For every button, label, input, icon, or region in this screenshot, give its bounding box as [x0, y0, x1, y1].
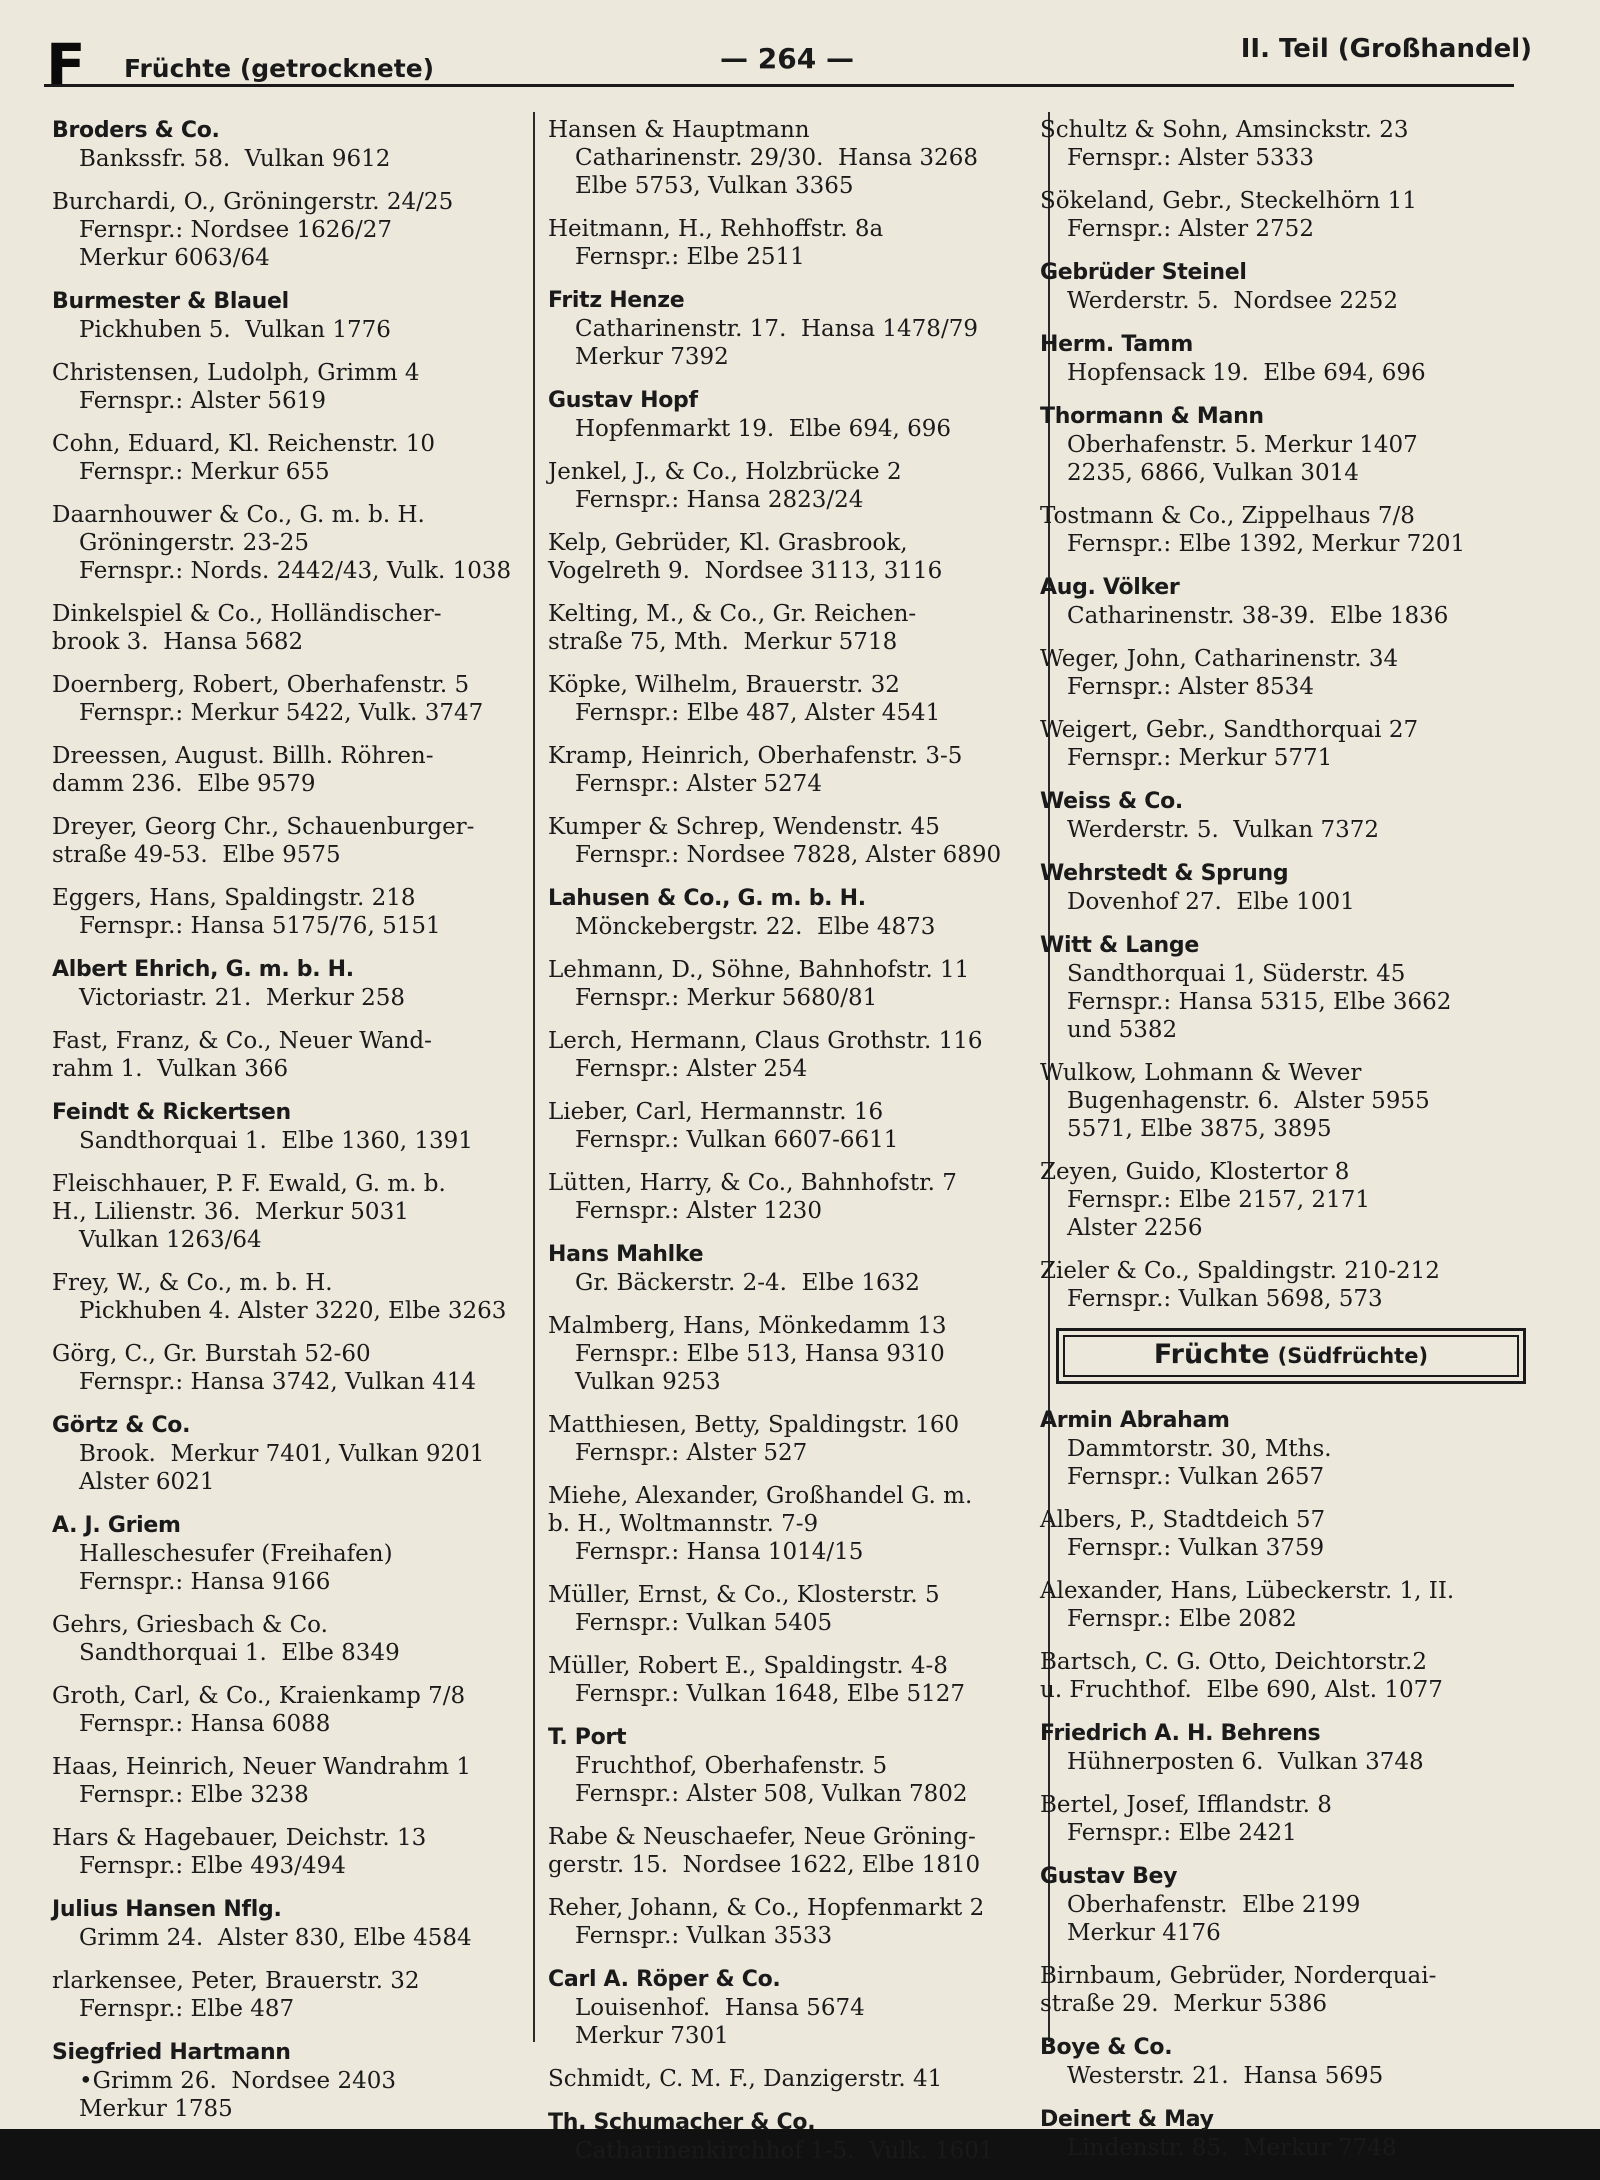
entry-detail: Merkur 7392 — [575, 344, 729, 370]
entry-name: Armin Abraham — [1040, 1408, 1230, 1433]
entry-name: Friedrich A. H. Behrens — [1040, 1721, 1321, 1746]
entry-detail: Fernspr.: Alster 254 — [575, 1056, 808, 1082]
entry-detail: Fernspr.: Elbe 2082 — [1067, 1606, 1297, 1632]
entry-detail: Dammtorstr. 30, Mths. — [1067, 1436, 1332, 1462]
directory-column-1 — [52, 116, 557, 2138]
directory-entry — [1040, 931, 1540, 1044]
entry-detail: Grimm 24. Alster 830, Elbe 4584 — [79, 1925, 472, 1951]
directory-entry — [1040, 573, 1540, 630]
directory-entry — [1040, 116, 1540, 172]
entry-detail: Fernspr.: Hansa 2823/24 — [575, 487, 864, 513]
entry-name: Gustav Bey — [1040, 1864, 1178, 1889]
entry-detail: Fernspr.: Vulkan 3759 — [1067, 1535, 1325, 1561]
entry-detail: 2235, 6866, Vulkan 3014 — [1067, 460, 1359, 486]
entry-name: Albers, P., Stadtdeich 57 — [1040, 1507, 1326, 1533]
entry-name: Müller, Ernst, & Co., Klosterstr. 5 — [548, 1582, 940, 1608]
entry-name: Feindt & Rickertsen — [52, 1100, 291, 1125]
entry-detail: Fernspr.: Vulkan 5698, 573 — [1067, 1286, 1383, 1312]
entry-name: Alexander, Hans, Lübeckerstr. 1, II. — [1040, 1578, 1455, 1604]
entry-name: Frey, W., & Co., m. b. H. — [52, 1270, 333, 1296]
entry-detail: Alster 6021 — [79, 1469, 215, 1495]
section-title — [1059, 1341, 1523, 1370]
entry-name: Lütten, Harry, & Co., Bahnhofstr. 7 — [548, 1170, 957, 1196]
part-heading: II. Teil (Großhandel) — [1240, 34, 1532, 64]
directory-entry — [548, 1312, 1048, 1396]
directory-entry — [52, 501, 557, 585]
entry-name: Cohn, Eduard, Kl. Reichenstr. 10 — [52, 431, 436, 457]
entry-detail: Hopfenmarkt 19. Elbe 694, 696 — [575, 416, 951, 442]
entry-detail: Alster 2256 — [1067, 1215, 1203, 1241]
entry-detail: Gröningerstr. 23-25 — [79, 530, 309, 556]
directory-entry — [1040, 716, 1540, 772]
entry-name: Lieber, Carl, Hermannstr. 16 — [548, 1099, 884, 1125]
entry-detail: Fernspr.: Alster 1230 — [575, 1198, 822, 1224]
directory-entry — [52, 671, 557, 727]
directory-entry — [52, 1098, 557, 1155]
directory-entry — [548, 1823, 1048, 1879]
directory-entry — [52, 813, 557, 869]
entry-detail: Fernspr.: Hansa 5315, Elbe 3662 — [1067, 989, 1452, 1015]
directory-entry — [1040, 859, 1540, 916]
directory-entry — [1040, 2105, 1540, 2162]
entry-detail: Fernspr.: Elbe 513, Hansa 9310 — [575, 1341, 945, 1367]
directory-entry — [1040, 1719, 1540, 1776]
entry-name: Hansen & Hauptmann — [548, 117, 810, 143]
entry-detail: Fernspr.: Nordsee 7828, Alster 6890 — [575, 842, 1002, 868]
entry-name: Dreyer, Georg Chr., Schauenburger- straße 49-53. Elbe 9575 — [52, 814, 475, 868]
directory-column-3 — [1040, 116, 1540, 2177]
section-title-sub: (Südfrüchte) — [1277, 1344, 1429, 1368]
directory-entry — [1040, 258, 1540, 315]
entry-detail: Fernspr.: Hansa 9166 — [79, 1569, 331, 1595]
directory-entry — [52, 2038, 557, 2123]
entry-detail: Catharinenstr. 17. Hansa 1478/79 — [575, 316, 978, 342]
entry-detail: Sandthorquai 1. Elbe 1360, 1391 — [79, 1128, 473, 1154]
entry-name: Fritz Henze — [548, 288, 685, 313]
directory-entry — [548, 1894, 1048, 1950]
entry-name: Birnbaum, Gebrüder, Norderquai- straße 29. Merkur 5386 — [1040, 1963, 1437, 2017]
entry-name: Lehmann, D., Söhne, Bahnhofstr. 11 — [548, 957, 970, 983]
entry-name: Schultz & Sohn, Amsinckstr. 23 — [1040, 117, 1409, 143]
directory-entry — [1040, 187, 1540, 243]
entry-name: Matthiesen, Betty, Spaldingstr. 160 — [548, 1412, 960, 1438]
entry-name: Dreessen, August. Billh. Röhren- damm 236. Elbe 9579 — [52, 743, 434, 797]
directory-entry — [1040, 330, 1540, 387]
directory-entry — [548, 1482, 1048, 1566]
entry-detail: Fernspr.: Vulkan 1648, Elbe 5127 — [575, 1681, 966, 1707]
entry-name: Malmberg, Hans, Mönkedamm 13 — [548, 1313, 947, 1339]
entry-detail: Elbe 5753, Vulkan 3365 — [575, 173, 854, 199]
directory-entry — [52, 1340, 557, 1396]
directory-entry — [548, 813, 1048, 869]
entry-detail: Fernspr.: Alster 5333 — [1067, 145, 1314, 171]
directory-entry — [1040, 1862, 1540, 1947]
entry-detail: Westerstr. 21. Hansa 5695 — [1067, 2063, 1384, 2089]
page-header — [40, 30, 1560, 99]
entry-detail: Fernspr.: Elbe 1392, Merkur 7201 — [1067, 531, 1466, 557]
directory-entry — [52, 116, 557, 173]
entry-detail: Fernspr.: Elbe 487 — [79, 1996, 295, 2022]
directory-entry — [1040, 1406, 1540, 1491]
entry-name: Boye & Co. — [1040, 2035, 1173, 2060]
header-rule — [44, 84, 1514, 87]
entry-detail: Fernspr.: Elbe 2157, 2171 — [1067, 1187, 1370, 1213]
entry-name: Rabe & Neuschaefer, Neue Gröning- gerstr. 15. Nordsee 1622, Elbe 1810 — [548, 1824, 981, 1878]
entry-name: Schmidt, C. M. F., Danzigerstr. 41 — [548, 2066, 943, 2092]
entry-detail: Oberhafenstr. Elbe 2199 — [1067, 1892, 1361, 1918]
entry-detail: Pickhuben 5. Vulkan 1776 — [79, 317, 391, 343]
directory-entry — [1040, 402, 1540, 487]
entry-name: Dinkelspiel & Co., Holländischer- brook 3. Hansa 5682 — [52, 601, 442, 655]
directory-entry — [1040, 1962, 1540, 2018]
directory-entry — [1040, 1506, 1540, 1562]
directory-entry — [1040, 1648, 1540, 1704]
entry-name: Müller, Robert E., Spaldingstr. 4-8 — [548, 1653, 948, 1679]
entry-name: Herm. Tamm — [1040, 332, 1193, 357]
entry-name: Reher, Johann, & Co., Hopfenmarkt 2 — [548, 1895, 985, 1921]
entry-name: Kelting, M., & Co., Gr. Reichen- straße 75, Mth. Merkur 5718 — [548, 601, 917, 655]
entry-name: Carl A. Röper & Co. — [548, 1967, 781, 1992]
entry-name: Heitmann, H., Rehhoffstr. 8a — [548, 216, 884, 242]
entry-name: Weigert, Gebr., Sandthorquai 27 — [1040, 717, 1419, 743]
entry-detail: Fernspr.: Alster 5619 — [79, 388, 326, 414]
entry-detail: Gr. Bäckerstr. 2-4. Elbe 1632 — [575, 1270, 920, 1296]
directory-entry — [548, 1240, 1048, 1297]
entry-name: Deinert & May — [1040, 2107, 1214, 2132]
directory-entry — [52, 600, 557, 656]
entry-detail: Catharinenstr. 38-39. Elbe 1836 — [1067, 603, 1449, 629]
directory-entry — [548, 1723, 1048, 1808]
directory-entry — [548, 1411, 1048, 1467]
entry-name: Julius Hansen Nflg. — [52, 1897, 282, 1922]
entry-name: Tostmann & Co., Zippelhaus 7/8 — [1040, 503, 1415, 529]
entry-detail: Fruchthof, Oberhafenstr. 5 — [575, 1753, 888, 1779]
directory-entry — [52, 1824, 557, 1880]
directory-entry — [52, 188, 557, 272]
entry-group — [1040, 1406, 1540, 2162]
directory-entry — [1040, 1158, 1540, 1242]
entry-name: Haas, Heinrich, Neuer Wandrahm 1 — [52, 1754, 472, 1780]
entry-detail: Hopfensack 19. Elbe 694, 696 — [1067, 360, 1426, 386]
entry-name: Görtz & Co. — [52, 1413, 191, 1438]
entry-detail: Halleschesufer (Freihafen) — [79, 1541, 393, 1567]
entry-detail: Fernspr.: Vulkan 2657 — [1067, 1464, 1325, 1490]
entry-detail: Fernspr.: Alster 8534 — [1067, 674, 1314, 700]
entry-name: Burchardi, O., Gröningerstr. 24/25 — [52, 189, 454, 215]
entry-name: Doernberg, Robert, Oberhafenstr. 5 — [52, 672, 470, 698]
entry-name: Gebrüder Steinel — [1040, 260, 1247, 285]
entry-name: Bertel, Josef, Ifflandstr. 8 — [1040, 1792, 1332, 1818]
entry-name: Fleischhauer, P. F. Ewald, G. m. b. H., Lilienstr. 36. Merkur 5031 — [52, 1171, 446, 1225]
directory-entry — [52, 1411, 557, 1496]
entry-detail: Sandthorquai 1, Süderstr. 45 — [1067, 961, 1406, 987]
entry-detail: Fernspr.: Elbe 2511 — [575, 244, 805, 270]
directory-entry — [1040, 1257, 1540, 1313]
entry-detail: Fernspr.: Hansa 5175/76, 5151 — [79, 913, 441, 939]
entry-detail: Fernspr.: Nordsee 1626/27 — [79, 217, 393, 243]
entry-group — [1040, 116, 1540, 1313]
directory-entry — [52, 1753, 557, 1809]
directory-entry — [52, 1170, 557, 1254]
entry-detail: Werderstr. 5. Vulkan 7372 — [1067, 817, 1380, 843]
entry-detail: Merkur 4176 — [1067, 1920, 1221, 1946]
directory-entry — [52, 955, 557, 1012]
entry-detail: Vulkan 9253 — [575, 1369, 721, 1395]
entry-name: Eggers, Hans, Spaldingstr. 218 — [52, 885, 416, 911]
entry-detail: Louisenhof. Hansa 5674 — [575, 1995, 865, 2021]
entry-name: Th. Schumacher & Co. — [548, 2110, 816, 2135]
directory-entry — [548, 2065, 1048, 2093]
directory-entry — [1040, 1791, 1540, 1847]
directory-entry — [548, 1652, 1048, 1708]
directory-entry — [52, 287, 557, 344]
directory-entry — [52, 742, 557, 798]
entry-detail: Bugenhagenstr. 6. Alster 5955 — [1067, 1088, 1430, 1114]
entry-name: T. Port — [548, 1725, 627, 1750]
entry-name: Wehrstedt & Sprung — [1040, 861, 1289, 886]
entry-detail: Fernspr.: Elbe 493/494 — [79, 1853, 346, 1879]
entry-detail: Oberhafenstr. 5. Merkur 1407 — [1067, 432, 1418, 458]
entry-name: A. J. Griem — [52, 1513, 181, 1538]
directory-entry — [548, 2108, 1048, 2165]
entry-name: Weger, John, Catharinenstr. 34 — [1040, 646, 1399, 672]
entry-detail: Victoriastr. 21. Merkur 258 — [79, 985, 406, 1011]
entry-detail: Fernspr.: Merkur 5680/81 — [575, 985, 878, 1011]
entry-name: Jenkel, J., & Co., Holzbrücke 2 — [548, 459, 902, 485]
entry-name: Lahusen & Co., G. m. b. H. — [548, 886, 866, 911]
entry-detail: Fernspr.: Elbe 487, Alster 4541 — [575, 700, 941, 726]
entry-detail: Fernspr.: Alster 508, Vulkan 7802 — [575, 1781, 968, 1807]
entry-name: rlarkensee, Peter, Brauerstr. 32 — [52, 1968, 420, 1994]
entry-name: Kumper & Schrep, Wendenstr. 45 — [548, 814, 940, 840]
entry-name: Zieler & Co., Spaldingstr. 210-212 — [1040, 1258, 1440, 1284]
entry-detail: Fernspr.: Elbe 2421 — [1067, 1820, 1297, 1846]
directory-entry — [548, 884, 1048, 941]
entry-detail: Fernspr.: Merkur 655 — [79, 459, 330, 485]
entry-detail: Fernspr.: Alster 2752 — [1067, 216, 1314, 242]
entry-name: Kramp, Heinrich, Oberhafenstr. 3-5 — [548, 743, 963, 769]
entry-name: Hans Mahlke — [548, 1242, 704, 1267]
entry-detail: Fernspr.: Elbe 3238 — [79, 1782, 309, 1808]
directory-entry — [548, 1098, 1048, 1154]
directory-entry — [548, 1169, 1048, 1225]
section-title-main: Früchte — [1153, 1339, 1270, 1370]
directory-column-2 — [548, 116, 1048, 2180]
index-letter: F — [46, 31, 86, 99]
directory-entry — [1040, 502, 1540, 558]
entry-name: Aug. Völker — [1040, 575, 1180, 600]
directory-entry — [548, 529, 1048, 585]
directory-entry — [52, 1027, 557, 1083]
entry-name: Groth, Carl, & Co., Kraienkamp 7/8 — [52, 1683, 466, 1709]
entry-detail: Merkur 6063/64 — [79, 245, 270, 271]
entry-name: Broders & Co. — [52, 118, 220, 143]
entry-detail: Fernspr.: Merkur 5771 — [1067, 745, 1333, 771]
entry-name: Burmester & Blauel — [52, 289, 289, 314]
entry-detail: Fernspr.: Hansa 1014/15 — [575, 1539, 864, 1565]
entry-detail: Brook. Merkur 7401, Vulkan 9201 — [79, 1441, 485, 1467]
entry-detail: Werderstr. 5. Nordsee 2252 — [1067, 288, 1398, 314]
entry-name: Lerch, Hermann, Claus Grothstr. 116 — [548, 1028, 983, 1054]
entry-name: Daarnhouwer & Co., G. m. b. H. — [52, 502, 425, 528]
directory-entry — [52, 884, 557, 940]
entry-name: Fast, Franz, & Co., Neuer Wand- rahm 1. Vulkan 366 — [52, 1028, 432, 1082]
entry-detail: Fernspr.: Hansa 3742, Vulkan 414 — [79, 1369, 477, 1395]
entry-detail: Dovenhof 27. Elbe 1001 — [1067, 889, 1355, 915]
directory-entry — [548, 215, 1048, 271]
entry-detail: Bankssfr. 58. Vulkan 9612 — [79, 146, 391, 172]
entry-name: Albert Ehrich, G. m. b. H. — [52, 957, 354, 982]
page-number: — 264 — — [720, 42, 854, 75]
entry-detail: Merkur 1785 — [79, 2096, 233, 2122]
entry-name: Weiss & Co. — [1040, 789, 1183, 814]
directory-entry — [1040, 645, 1540, 701]
directory-entry — [1040, 2033, 1540, 2090]
entry-detail: und 5382 — [1067, 1017, 1178, 1043]
directory-entry — [548, 1027, 1048, 1083]
entry-detail: Lindenstr. 85. Merkur 7748 — [1067, 2135, 1397, 2161]
entry-name: Wulkow, Lohmann & Wever — [1040, 1060, 1362, 1086]
entry-name: Hars & Hagebauer, Deichstr. 13 — [52, 1825, 427, 1851]
directory-entry — [1040, 1059, 1540, 1143]
entry-detail: Mönckebergstr. 22. Elbe 4873 — [575, 914, 936, 940]
directory-entry — [548, 671, 1048, 727]
entry-detail: Fernspr.: Vulkan 6607-6611 — [575, 1127, 899, 1153]
directory-entry — [548, 1965, 1048, 2050]
directory-entry — [52, 1511, 557, 1596]
directory-entry — [1040, 787, 1540, 844]
entry-name: Miehe, Alexander, Großhandel G. m. b. H., Woltmannstr. 7-9 — [548, 1483, 973, 1537]
entry-name: Sökeland, Gebr., Steckelhörn 11 — [1040, 188, 1417, 214]
entry-detail: Merkur 7301 — [575, 2023, 729, 2049]
entry-name: Witt & Lange — [1040, 933, 1199, 958]
entry-detail: Fernspr.: Merkur 5422, Vulk. 3747 — [79, 700, 484, 726]
entry-name: Thormann & Mann — [1040, 404, 1264, 429]
directory-entry — [52, 1895, 557, 1952]
directory-entry — [52, 1611, 557, 1667]
entry-detail: Catharinenkirchhof 1-5. Vulk. 1601 — [575, 2138, 994, 2164]
directory-entry — [548, 458, 1048, 514]
entry-detail: Fernspr.: Alster 5274 — [575, 771, 822, 797]
entry-name: Köpke, Wilhelm, Brauerstr. 32 — [548, 672, 900, 698]
directory-entry — [548, 956, 1048, 1012]
directory-entry — [1040, 1577, 1540, 1633]
entry-name: Kelp, Gebrüder, Kl. Grasbrook, Vogelreth 9. Nordsee 3113, 3116 — [548, 530, 943, 584]
entry-detail: Fernspr.: Vulkan 3533 — [575, 1923, 833, 1949]
entry-detail: Fernspr.: Hansa 6088 — [79, 1711, 331, 1737]
section-heading: Früchte (getrocknete) — [124, 54, 435, 83]
entry-detail: Fernspr.: Alster 527 — [575, 1440, 808, 1466]
entry-name: Görg, C., Gr. Burstah 52-60 — [52, 1341, 371, 1367]
entry-detail: Fernspr.: Vulkan 5405 — [575, 1610, 833, 1636]
directory-entry — [52, 1682, 557, 1738]
entry-name: Christensen, Ludolph, Grimm 4 — [52, 360, 420, 386]
directory-entry — [548, 1581, 1048, 1637]
directory-entry — [52, 1269, 557, 1325]
entry-name: Gehrs, Griesbach & Co. — [52, 1612, 328, 1638]
entry-detail: Vulkan 1263/64 — [79, 1227, 262, 1253]
directory-entry — [548, 386, 1048, 443]
entry-detail: •Grimm 26. Nordsee 2403 — [79, 2068, 396, 2094]
directory-entry — [548, 742, 1048, 798]
entry-name: Siegfried Hartmann — [52, 2040, 291, 2065]
entry-detail: Fernspr.: Nords. 2442/43, Vulk. 1038 — [79, 558, 512, 584]
entry-name: Gustav Hopf — [548, 388, 698, 413]
directory-entry — [52, 430, 557, 486]
directory-entry — [52, 359, 557, 415]
entry-detail: Sandthorquai 1. Elbe 8349 — [79, 1640, 400, 1666]
directory-entry — [548, 116, 1048, 200]
section-box — [1056, 1328, 1526, 1384]
entry-name: Zeyen, Guido, Klostertor 8 — [1040, 1159, 1350, 1185]
entry-detail: 5571, Elbe 3875, 3895 — [1067, 1116, 1332, 1142]
entry-detail: Hühnerposten 6. Vulkan 3748 — [1067, 1749, 1424, 1775]
entry-detail: Pickhuben 4. Alster 3220, Elbe 3263 — [79, 1298, 507, 1324]
entry-detail: Catharinenstr. 29/30. Hansa 3268 — [575, 145, 978, 171]
directory-entry — [52, 1967, 557, 2023]
directory-entry — [548, 286, 1048, 371]
directory-entry — [548, 600, 1048, 656]
entry-name: Bartsch, C. G. Otto, Deichtorstr.2 u. Fruchthof. Elbe 690, Alst. 1077 — [1040, 1649, 1443, 1703]
